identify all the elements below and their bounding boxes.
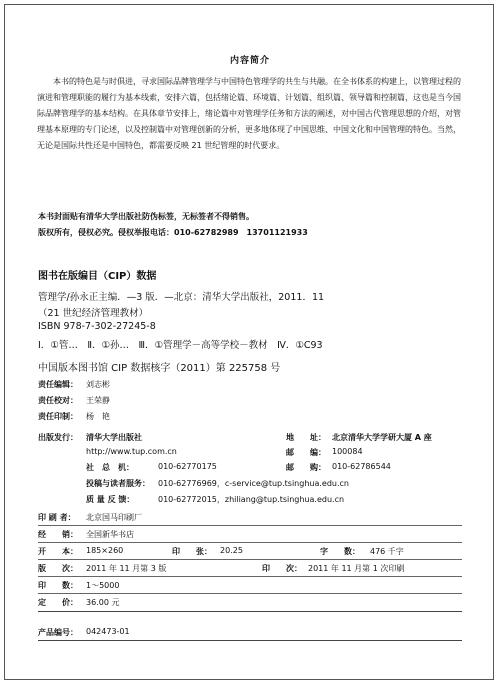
sheets-label: 印 张：: [172, 547, 212, 556]
format-value: 185×260: [86, 546, 124, 555]
print-manager-value: 杨 艳: [86, 412, 110, 421]
print-run-value: 1～5000: [86, 581, 120, 590]
divider: [38, 611, 462, 612]
seller-value: 全国新华书店: [86, 530, 134, 539]
product-number-label: 产品编号：: [38, 628, 78, 637]
issue-value: 清华大学出版社: [86, 433, 142, 442]
printer-value: 北京国马印刷厂: [86, 513, 142, 522]
switchboard-label: 社 总 机：: [86, 463, 134, 472]
word-count-value: 476 千字: [370, 547, 404, 556]
cip-line-2: （21 世纪经济管理教材）: [38, 308, 149, 319]
submission-label: 投稿与读者服务：: [86, 479, 150, 488]
address-value: 北京清华大学学研大厦 A 座: [332, 433, 432, 442]
price-value: 36.00 元: [86, 598, 120, 607]
proofreader-label: 责任校对：: [38, 396, 78, 405]
print-run-label: 印 数：: [38, 581, 78, 590]
postcode-value: 100084: [332, 447, 363, 456]
mail-order-label: 邮 购：: [286, 463, 326, 472]
format-label: 开 本：: [38, 547, 78, 556]
mail-order-value: 010-62786544: [332, 462, 391, 471]
divider: [38, 525, 462, 526]
editor-value: 刘志彬: [86, 380, 110, 389]
divider: [38, 559, 462, 560]
divider: [38, 542, 462, 543]
printer-label: 印 刷 者：: [38, 513, 76, 522]
price-label: 定 价：: [38, 598, 78, 607]
cip-classification: Ⅰ．①管… Ⅱ．①孙… Ⅲ．①管理学－高等学校－教材 Ⅳ．①C93: [38, 340, 323, 351]
summary-body: 本书的特色是与时俱进，寻求国际品牌管理学与中国特色管理学的共生与共融。在全书体系的构建上，以管理过程的演进和管理职能的履行为基本线索，安排六篇，包括绪论篇、环境篇、计划篇、组织篇、领导篇和控制篇，这也是当今国际品牌管理学的基本结构。在具体章节安排上，绪论篇中对管理学任务和方法的阐述，对中国古代管理思想的介绍，对管理基本原理的专门论述，以及控制篇中对管理创新的分析，更多地体现了中国思维、中国文化和中国管理的特色。当然，无论是国际共性还是中国特色，都需要反映 21 世纪管理的时代要求。: [37, 77, 461, 150]
summary-title: 内容简介: [229, 56, 270, 66]
divider: [38, 593, 462, 594]
product-number-value: 042473-01: [86, 627, 130, 636]
print-manager-label: 责任印制：: [38, 412, 78, 421]
word-count-label: 字 数：: [320, 547, 360, 556]
quality-feedback-value: 010-62772015，zhiliang@tup.tsinghua.edu.cn: [158, 495, 345, 504]
seller-label: 经 销：: [38, 530, 78, 539]
edition-label: 版 次：: [38, 564, 78, 573]
cip-title: 图书在版编目（CIP）数据: [38, 271, 157, 282]
postcode-label: 邮 编：: [286, 448, 326, 457]
divider: [38, 640, 462, 641]
address-label: 地 址：: [286, 433, 326, 442]
cip-line-1: 管理学/孙永正主编．—3 版．—北京：清华大学出版社，2011．11: [38, 292, 325, 303]
website: http://www.tup.com.cn: [86, 447, 177, 456]
switchboard-value: 010-62770175: [158, 462, 217, 471]
sheets-value: 20.25: [220, 546, 243, 555]
divider: [38, 576, 462, 577]
proofreader-value: 王荣静: [86, 396, 110, 405]
anti-counterfeit-notice: 本书封面贴有清华大学出版社防伪标签，无标签者不得销售。: [38, 212, 254, 221]
cip-isbn: ISBN 978-7-302-27245-8: [38, 321, 156, 332]
printing-label: 印 次：: [262, 564, 302, 573]
quality-feedback-label: 质 量 反 馈：: [86, 495, 135, 504]
printing-value: 2011 年 11 月第 1 次印刷: [308, 564, 405, 573]
edition-value: 2011 年 11 月第 3 版: [86, 564, 167, 573]
editor-label: 责任编辑：: [38, 380, 78, 389]
cip-record-number: 中国版本图书馆 CIP 数据核字（2011）第 225758 号: [38, 363, 281, 374]
submission-value: 010-62776969，c-service@tup.tsinghua.edu.cn: [158, 479, 349, 488]
copyright-notice: 版权所有，侵权必究。侵权举报电话：010-62782989 13701121933: [38, 228, 308, 237]
issue-label: 出版发行：: [38, 433, 78, 442]
